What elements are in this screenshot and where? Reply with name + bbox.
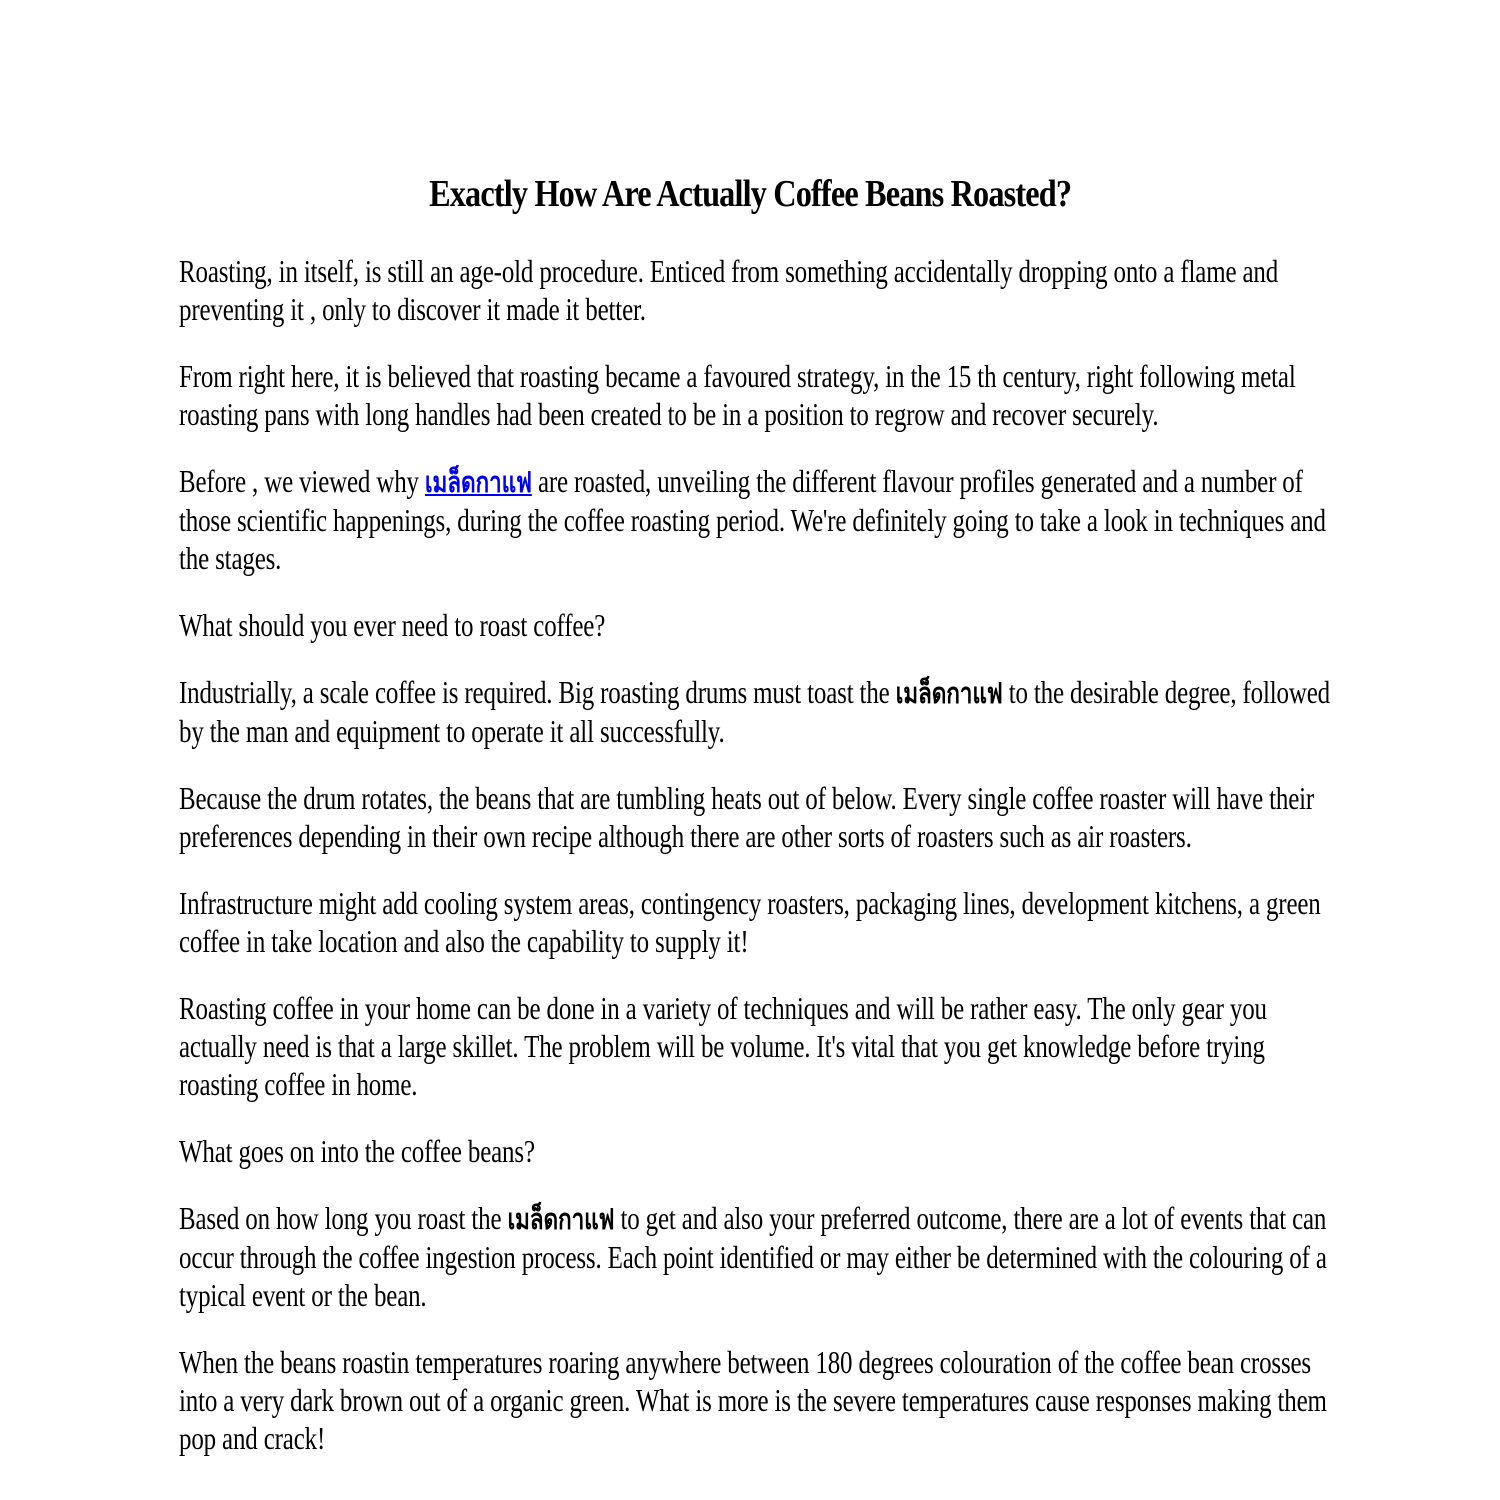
- paragraph: [179, 1199, 1333, 1314]
- paragraph: [179, 252, 1333, 328]
- paragraph: [179, 884, 1333, 960]
- body-text: Industrially, a scale coffee is required. Big roasting drums must toast the: [179, 674, 896, 710]
- body-text: Because the drum rotates, the beans that are tumbling heats out of below. Every single coffee roaster will have their preferences depending in their own recipe although there are other sorts of roasters such as air roasters.: [179, 780, 1315, 854]
- thai-coffee-beans-text: เมล็ดกาแฟ: [507, 1202, 615, 1236]
- body-text: to get and also your preferred outcome, there are a lot of events that can occur through the coffee ingestion process. Each point identified or may either be determined with the colouring of a typical event or the bean.: [179, 1200, 1327, 1313]
- paragraph: [179, 1132, 1333, 1170]
- paragraph: [179, 779, 1333, 855]
- body-text: When the beans roastin temperatures roaring anywhere between 180 degrees colouration of the coffee bean crosses into a very dark brown out of a organic green. What is more is the severe temperatures cause responses making them pop and crack!: [179, 1344, 1327, 1456]
- paragraph: [179, 673, 1333, 750]
- paragraph: [179, 606, 1333, 644]
- thai-coffee-beans-text: เมล็ดกาแฟ: [895, 676, 1003, 710]
- body-text: Roasting coffee in your home can be done in a variety of techniques and will be rather easy. The only gear you actually need is that a large skillet. The problem will be volume. It's vital that you get knowledge before trying roasting coffee in home.: [179, 990, 1267, 1102]
- body-text: Before , we viewed why: [179, 463, 425, 499]
- body-text: Infrastructure might add cooling system areas, contingency roasters, packaging lines, development kitchens, a green coffee in take location and also the capability to supply it!: [179, 885, 1321, 959]
- body-text: What goes on into the coffee beans?: [179, 1133, 535, 1169]
- coffee-beans-link[interactable]: เมล็ดกาแฟ: [424, 465, 532, 499]
- body-text: Based on how long you roast the: [179, 1200, 508, 1236]
- body-text: Roasting, in itself, is still an age-old procedure. Enticed from something accidentally dropping onto a flame and preventing it , only to discover it made it better.: [179, 253, 1279, 327]
- paragraph: [179, 1343, 1333, 1457]
- body-text: to the desirable degree, followed by the man and equipment to operate it all successfully.: [179, 674, 1330, 749]
- paragraph: [179, 462, 1333, 577]
- body-text: From right here, it is believed that roasting became a favoured strategy, in the 15 th century, right following metal roasting pans with long handles had been created to be in a position to regrow and recover securely.: [179, 358, 1296, 432]
- document-body: [179, 252, 1333, 1457]
- paragraph: [179, 989, 1333, 1103]
- body-text: What should you ever need to roast coffee?: [179, 607, 606, 643]
- paragraph: [179, 357, 1333, 433]
- body-text: are roasted, unveiling the different flavour profiles generated and a number of those scientific happenings, during the coffee roasting period. We're definitely going to take a look in techniques and the stages.: [179, 463, 1326, 576]
- page-title: Exactly How Are Actually Coffee Beans Roasted?: [429, 173, 1072, 215]
